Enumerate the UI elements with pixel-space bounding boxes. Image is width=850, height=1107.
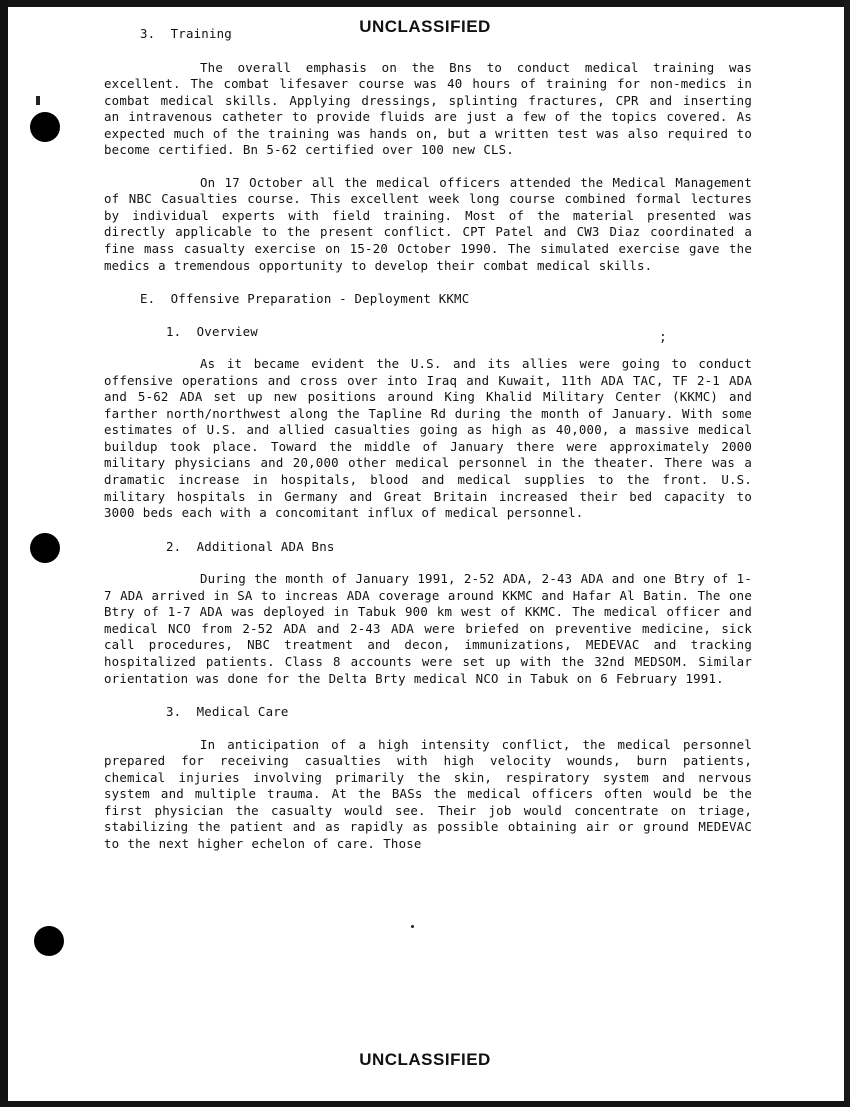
page-edge-bottom: [0, 1101, 850, 1107]
hole-punch-mark: [30, 533, 60, 563]
scan-artifact-speck: [36, 96, 40, 105]
subsection-heading-medical-care: 3. Medical Care: [166, 704, 289, 720]
paragraph-offensive-overview: As it became evident the U.S. and its allies were going to conduct offensive operations and cross over into Iraq and Kuwait, 11th ADA TAC, TF 2-1 ADA and 5-62 ADA set up new positions around King Khalid Military Center (KKMC) and farther north/northwest along the Tapline Rd during the month of January. With some estimates of U.S. and allied casualties going as high as 40,000, a massive medical buildup took place. Toward the middle of January there were approximately 2000 military physicians and 20,000 other medical personnel in the theater. There was a dramatic increase in hospitals, blood and medical supplies to the front. U.S. military hospitals in Germany and Great Britain increased their bed capacity to 3000 beds each with a concomitant influx of medical personnel.: [104, 356, 752, 521]
scan-artifact-dot: [411, 925, 414, 928]
classification-header: UNCLASSIFIED: [359, 17, 491, 36]
hole-punch-mark: [34, 926, 64, 956]
classification-footer: UNCLASSIFIED: [359, 1050, 491, 1069]
stray-pen-mark: ;: [659, 330, 667, 345]
hole-punch-mark: [30, 112, 60, 142]
page-edge-top: [0, 0, 850, 7]
subsection-heading-overview: 1. Overview: [166, 323, 258, 339]
paragraph-medical-care: In anticipation of a high intensity conflict, the medical personnel prepared for receiving casualties with high velocity wounds, burn patients, chemical injuries involving primarily the skin, respiratory system and nervous system and multiple trauma. At the BASs the medical officers often would be the first physician the casualty would see. Their job would concentrate on triage, stabilizing the patient and as rapidly as possible obtaining air or ground MEDEVAC to the next higher echelon of care. Those: [104, 736, 752, 851]
page-edge-right: [844, 0, 850, 1107]
paragraph-additional-ada-bns: During the month of January 1991, 2-52 ADA, 2-43 ADA and one Btry of 1-7 ADA arrived in SA to increas ADA coverage around KKMC and Hafar Al Batin. The one Btry of 1-7 ADA was deployed in Tabuk 900 km west of KKMC. The medical officer and medical NCO from 2-52 ADA and 2-43 ADA were briefed on preventive medicine, sick call procedures, NBC treatment and decon, immunizations, MEDEVAC and tracking hospitalized patients. Class 8 accounts were set up with the 32nd MEDSOM. Similar orientation was done for the Delta Brty medical NCO in Tabuk on 6 February 1991.: [104, 571, 752, 686]
document-body: [104, 26, 752, 852]
page-edge-left: [0, 0, 8, 1107]
subsection-heading-additional-ada-bns: 2. Additional ADA Bns: [166, 538, 335, 554]
section-heading-offensive-preparation: E. Offensive Preparation - Deployment KKMC: [140, 291, 470, 307]
section-heading-training: 3. Training: [140, 26, 232, 41]
paragraph-nbc-casualties-course: On 17 October all the medical officers attended the Medical Management of NBC Casualties course. This excellent week long course combined formal lectures by individual experts with field training. Most of the material presented was directly applicable to the present conflict. CPT Patel and CW3 Diaz coordinated a fine mass casualty exercise on 15-20 October 1990. The simulated exercise gave the medics a tremendous opportunity to develop their combat medical skills.: [104, 174, 752, 273]
paragraph-training-overview: The overall emphasis on the Bns to conduct medical training was excellent. The combat lifesaver course was 40 hours of training for non-medics in combat medical skills. Applying dressings, splinting fractures, CPR and inserting an intravenous catheter to provide fluids are just a few of the topics covered. As expected much of the training was hands on, but a written test was also required to become certified. Bn 5-62 certified over 100 new CLS.: [104, 59, 752, 158]
